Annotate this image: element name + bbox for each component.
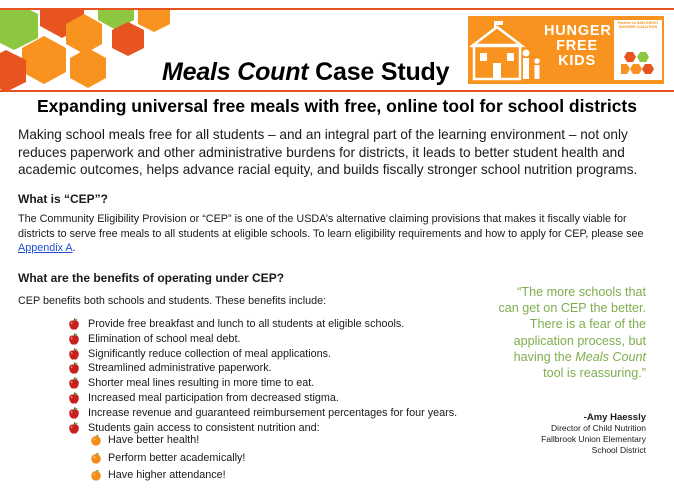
quote-attribution	[486, 412, 646, 456]
hexagon-pattern-art	[0, 10, 180, 90]
partner-text: Partner to SAN DIEGO HUNGER COALITION	[617, 21, 659, 30]
apple-icon	[68, 362, 80, 374]
sub-benefit-item	[90, 432, 245, 450]
benefits-list	[68, 317, 457, 435]
logo-line-3: KIDS	[558, 53, 596, 69]
apple-icon	[68, 407, 80, 419]
quote-author: -Amy Haessly	[583, 412, 646, 423]
quote-part-2: tool is reassuring.”	[543, 366, 646, 381]
header-banner	[0, 8, 674, 92]
apple-icon	[68, 348, 80, 360]
benefit-text: Provide free breakfast and lunch to all students at eligible schools.	[88, 318, 405, 330]
benefit-item	[68, 391, 457, 406]
headline: Expanding universal free meals with free, online tool for school districts	[37, 96, 637, 116]
school-family-icon	[470, 19, 544, 83]
orange-icon	[90, 434, 102, 446]
author-role-3: School District	[591, 445, 646, 455]
logo-line-2: FREE	[556, 38, 598, 54]
benefit-text: Increased meal participation from decreased stigma.	[88, 391, 339, 404]
orange-icon	[90, 469, 102, 481]
logo-line-1: HUNGER	[544, 23, 612, 39]
pull-quote	[496, 284, 646, 381]
quote-part-1: “The more schools that can get on CEP the better. There is a fear of the application process, but having the	[498, 285, 646, 364]
cep-text: The Community Eligibility Provision or “CEP” is one of the USDA’s alternative claiming provisions that makes it fiscally viable for districts to serve free meals to all students at eligible schools. To learn eligibility requirements and how to apply for CEP, please see	[18, 213, 644, 240]
benefit-text: Increase revenue and guaranteed reimbursement percentages for four years.	[88, 406, 458, 419]
author-role-1: Director of Child Nutrition	[551, 423, 646, 433]
cep-after: .	[72, 242, 76, 254]
hunger-free-kids-logo	[468, 16, 664, 84]
benefit-text: Significantly reduce collection of meal applications.	[88, 347, 332, 360]
sub-benefit-text: Perform better academically!	[108, 451, 246, 464]
partner-badge	[614, 20, 662, 80]
apple-icon	[68, 318, 80, 330]
benefit-text: Students gain access to consistent nutrition and:	[88, 421, 320, 434]
title-rest: Case Study	[308, 58, 450, 86]
quote-italic: Meals Count	[575, 349, 646, 364]
benefit-text: Shorter meal lines resulting in more time to eat.	[88, 377, 315, 390]
apple-icon	[68, 392, 80, 404]
benefits-heading: What are the benefits of operating under CEP?	[18, 271, 285, 285]
sub-benefit-text: Have better health!	[108, 434, 200, 446]
title-italic: Meals Count	[162, 58, 309, 86]
sub-benefit-item	[90, 467, 245, 485]
orange-icon	[90, 452, 102, 464]
benefit-item	[68, 406, 457, 421]
benefit-text: Streamlined administrative paperwork.	[88, 362, 272, 375]
cep-paragraph	[18, 212, 658, 256]
benefit-item	[68, 361, 457, 376]
logo-wordmark	[544, 24, 610, 69]
benefits-lead: CEP benefits both schools and students. These benefits include:	[18, 295, 327, 307]
nutrition-sub-list	[90, 432, 245, 485]
apple-icon	[68, 333, 80, 345]
intro-paragraph: Making school meals free for all students – and an integral part of the learning environment – not only reduces paperwork and other administrative burdens for districts, it leads to better student health and academic outcomes, helps advance racial equity, and builds fiscally stronger school nutrition programs.	[18, 127, 638, 177]
benefit-item	[68, 317, 457, 332]
benefit-item	[68, 332, 457, 347]
benefit-item	[68, 347, 457, 362]
apple-icon	[68, 422, 80, 434]
benefit-item	[68, 376, 457, 391]
sub-benefit-item	[90, 450, 245, 468]
appendix-a-link[interactable]: Appendix A	[18, 242, 73, 254]
author-role-2: Fallbrook Union Elementary	[541, 434, 646, 444]
apple-icon	[68, 377, 80, 389]
document-title	[162, 58, 449, 87]
benefit-text: Elimination of school meal debt.	[88, 332, 241, 345]
coalition-hex-icon	[621, 50, 655, 78]
cep-heading: What is “CEP”?	[18, 192, 109, 206]
sub-benefit-text: Have higher attendance!	[108, 469, 226, 481]
